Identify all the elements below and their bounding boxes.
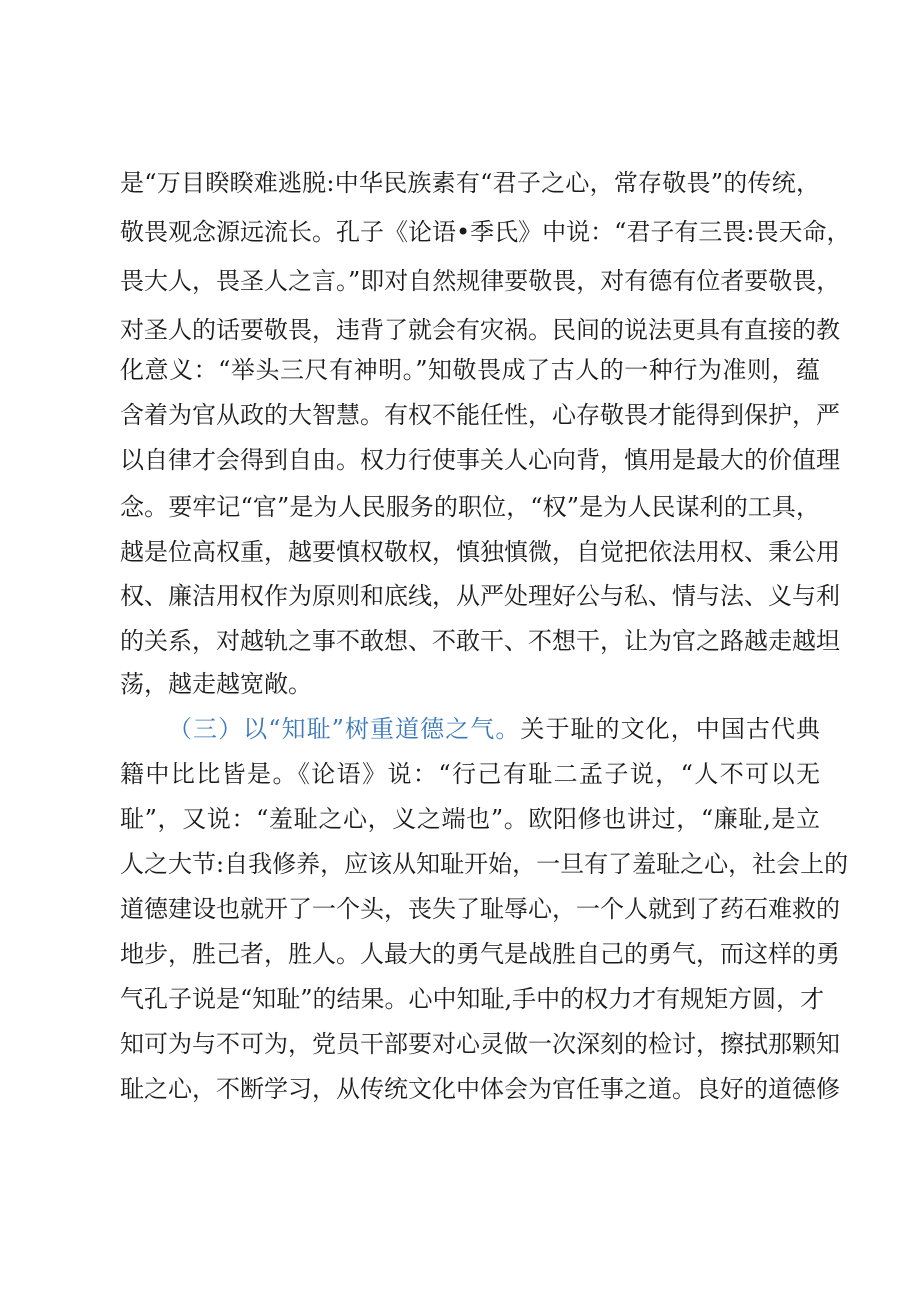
paragraph1-line-5: 化意义：“举头三尺有神明。”知敬畏成了古人的一种行为准则，蕴 bbox=[120, 356, 820, 384]
paragraph2-line-5: 道德建设也就开了一个头，丧失了耻辱心，一个人就到了药石难救的 bbox=[120, 895, 840, 923]
paragraph2-line-9: 耻之心，不断学习，从传统文化中体会为官任事之道。良好的道德修 bbox=[120, 1075, 840, 1103]
paragraph1-line-6: 含着为官从政的大智慧。有权不能任性，心存敬畏才能得到保护，严 bbox=[120, 401, 840, 429]
paragraph2-line-4: 人之大节:自我修养，应该从知耻开始，一旦有了羞耻之心，社会上的 bbox=[120, 850, 849, 878]
paragraph1-line-11: 的关系，对越轨之事不敢想、不敢干、不想干，让为官之路越走越坦 bbox=[120, 627, 840, 655]
paragraph1-line-1: 是“万目睽睽难逃脱:中华民族素有“君子之心，常存敬畏”的传统， bbox=[120, 169, 820, 197]
paragraph1-line-9: 越是位高权重，越要慎权敬权，慎独慎微，自觉把依法用权、秉公用 bbox=[120, 538, 840, 566]
paragraph1-line-2: 敬畏观念源远流长。孔子《论语•季氏》中说：“君子有三畏:畏天命， bbox=[120, 218, 851, 246]
paragraph1-line-12: 荡，越走越宽敞。 bbox=[120, 670, 312, 698]
paragraph2-line-7: 气孔子说是“知耻”的结果。心中知耻,手中的权力才有规矩方圆，才 bbox=[120, 985, 825, 1013]
paragraph2-line-3: 耻”，又说：“羞耻之心，义之端也”。欧阳修也讲过，“廉耻,是立 bbox=[120, 805, 820, 833]
paragraph2-line-1-text: 关于耻的文化，中国古代典 bbox=[520, 715, 821, 743]
section-heading: （三）以“知耻”树重道德之气。 bbox=[168, 715, 521, 743]
paragraph1-line-10: 权、廉洁用权作为原则和底线，从严处理好公与私、情与法、义与利 bbox=[120, 582, 840, 610]
paragraph2-line-6: 地步，胜己者，胜人。人最大的勇气是战胜自己的勇气，而这样的勇 bbox=[120, 940, 840, 968]
paragraph1-line-4: 对圣人的话要敬畏，违背了就会有灾祸。民间的说法更具有直接的教 bbox=[120, 316, 840, 344]
paragraph1-line-3: 畏大人，畏圣人之言。”即对自然规律要敬畏，对有德有位者要敬畏， bbox=[120, 267, 841, 295]
paragraph1-line-8: 念。要牢记“官”是为人民服务的职位，“权”是为人民谋利的工具， bbox=[120, 493, 820, 521]
paragraph2-line-2: 籍中比比皆是。《论语》说：“行己有耻二孟子说，“人不可以无 bbox=[120, 760, 820, 788]
paragraph1-line-7: 以自律才会得到自由。权力行使事关人心向背，慎用是最大的价值理 bbox=[120, 446, 840, 474]
paragraph2-line-1 bbox=[168, 712, 820, 746]
paragraph2-line-8: 知可为与不可为，党员干部要对心灵做一次深刻的检讨，擦拭那颗知 bbox=[120, 1030, 840, 1058]
